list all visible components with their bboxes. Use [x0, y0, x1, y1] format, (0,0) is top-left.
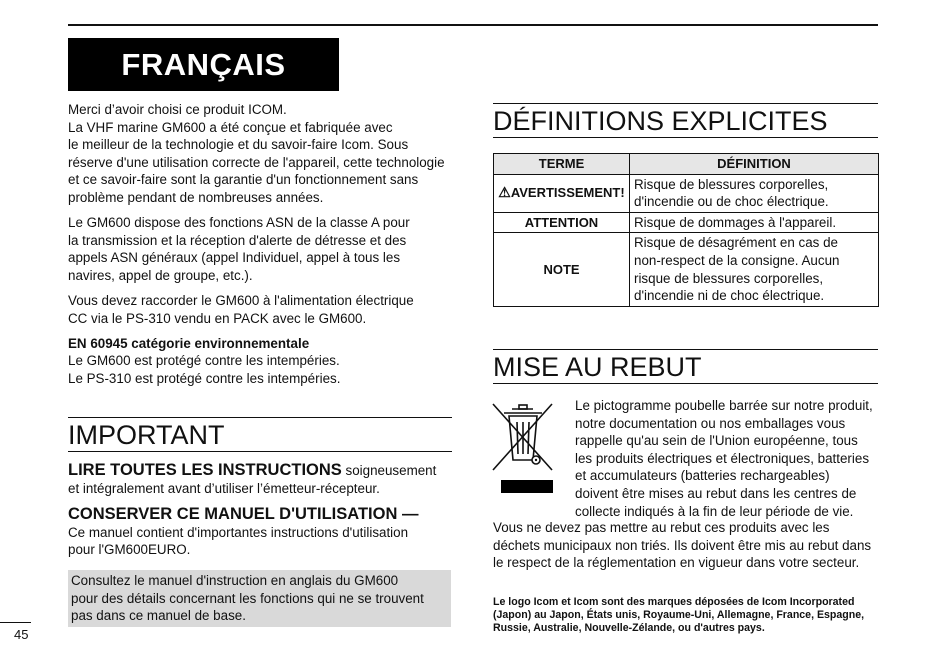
keep-manual: [68, 506, 458, 559]
disposal-text-below: Vous ne devez pas mettre au rebut ces produits avec les déchets municipaux non triés. Ils doivent être mis au rebut dans le respect de la réglementation en vigueur dans votre secteur.: [493, 520, 872, 571]
definitions-table: [493, 153, 879, 307]
crossed-bin-icon: [490, 400, 556, 496]
term-cell: NOTE: [494, 233, 630, 306]
warning-icon: ⚠: [498, 184, 511, 201]
english-manual-note: Consultez le manuel d'instruction en anglais du GM600 pour des détails concernant les fonctions qui ne se trouvent pas dans ce manuel de base.: [68, 570, 451, 627]
disposal-text-beside: Le pictogramme poubelle barrée sur notre produit, notre documentation ou nos emballages vous rappelle qu'au sein de l'Union européenne, tous les produits électriques et électroniques, batteries et accumulateurs (batteries rechargeables) doivent être mises au rebut dans les centres de collecte indiqués à la fin de leur période de vie.: [575, 398, 873, 519]
page-number-rule: [0, 622, 31, 623]
table-header-row: [494, 154, 879, 175]
top-rule: [68, 24, 878, 26]
definitions-section-title: DÉFINITIONS EXPLICITES: [493, 103, 878, 138]
table-row: [494, 174, 879, 212]
language-banner: FRANÇAIS: [68, 38, 339, 91]
keep-manual-dash: —: [397, 505, 419, 523]
page-number: 45: [14, 627, 29, 642]
table-row: [494, 233, 879, 306]
term-label: AVERTISSEMENT!: [510, 185, 625, 201]
read-instructions-rest: soigneusement: [341, 463, 437, 478]
column-header-term: TERME: [494, 154, 630, 175]
intro-paragraph-3: Vous devez raccorder le GM600 à l'alimentation électrique CC via le PS-310 vendu en PACK avec le GM600.: [68, 293, 414, 326]
term-cell: ATTENTION: [494, 212, 630, 233]
term-cell: [494, 174, 630, 212]
read-instructions-heading: LIRE TOUTES LES INSTRUCTIONS: [68, 461, 342, 479]
read-instructions-line2: et intégralement avant d’utiliser l’émetteur-récepteur.: [68, 480, 380, 496]
keep-manual-text: Ce manuel contient d'importantes instructions d'utilisation pour l'GM600EURO.: [68, 524, 409, 558]
disposal-section-title: MISE AU REBUT: [493, 349, 878, 384]
en-60945-text: Le GM600 est protégé contre les intempéries. Le PS-310 est protégé contre les intempéries.: [68, 353, 341, 386]
table-row: [494, 212, 879, 233]
important-section-title: IMPORTANT: [68, 417, 452, 452]
definition-cell: Risque de dommages à l'appareil.: [630, 212, 879, 233]
keep-manual-heading: CONSERVER CE MANUEL D'UTILISATION: [68, 505, 398, 523]
en-60945-heading: EN 60945 catégorie environnementale: [68, 336, 310, 351]
column-header-definition: DÉFINITION: [630, 154, 879, 175]
trademark-notice: Le logo Icom et Icom sont des marques déposées de Icom Incorporated (Japon) au Japon, États unis, Royaume-Uni, Allemagne, France, Espagne, Russie, Australie, Nouvelle-Zélande, ou d'autres pays.: [493, 595, 865, 635]
intro-paragraph-1: Merci d’avoir choisi ce produit ICOM. La VHF marine GM600 a été conçue et fabriquée avec le meilleur de la technologie et du savoir-faire Icom. Sous réserve d'une utilisation correcte de l'appareil, cette technologie et ce savoir-faire sont la garantie d'un fonctionnement sans problème pendant de nombreuses années.: [68, 102, 445, 205]
intro-paragraph-2: Le GM600 dispose des fonctions ASN de la classe A pour la transmission et la réception d'alerte de détresse et des appels ASN généraux (appel Individuel, appel à tous les navires, appel de groupe, etc.).: [68, 215, 410, 283]
definition-cell: Risque de blessures corporelles, d'incendie ou de choc électrique.: [630, 174, 879, 212]
definition-cell: Risque de désagrément en cas de non-respect de la consigne. Aucun risque de blessures corporelles, d'incendie ni de choc électrique.: [630, 233, 879, 306]
read-instructions: [68, 462, 458, 497]
